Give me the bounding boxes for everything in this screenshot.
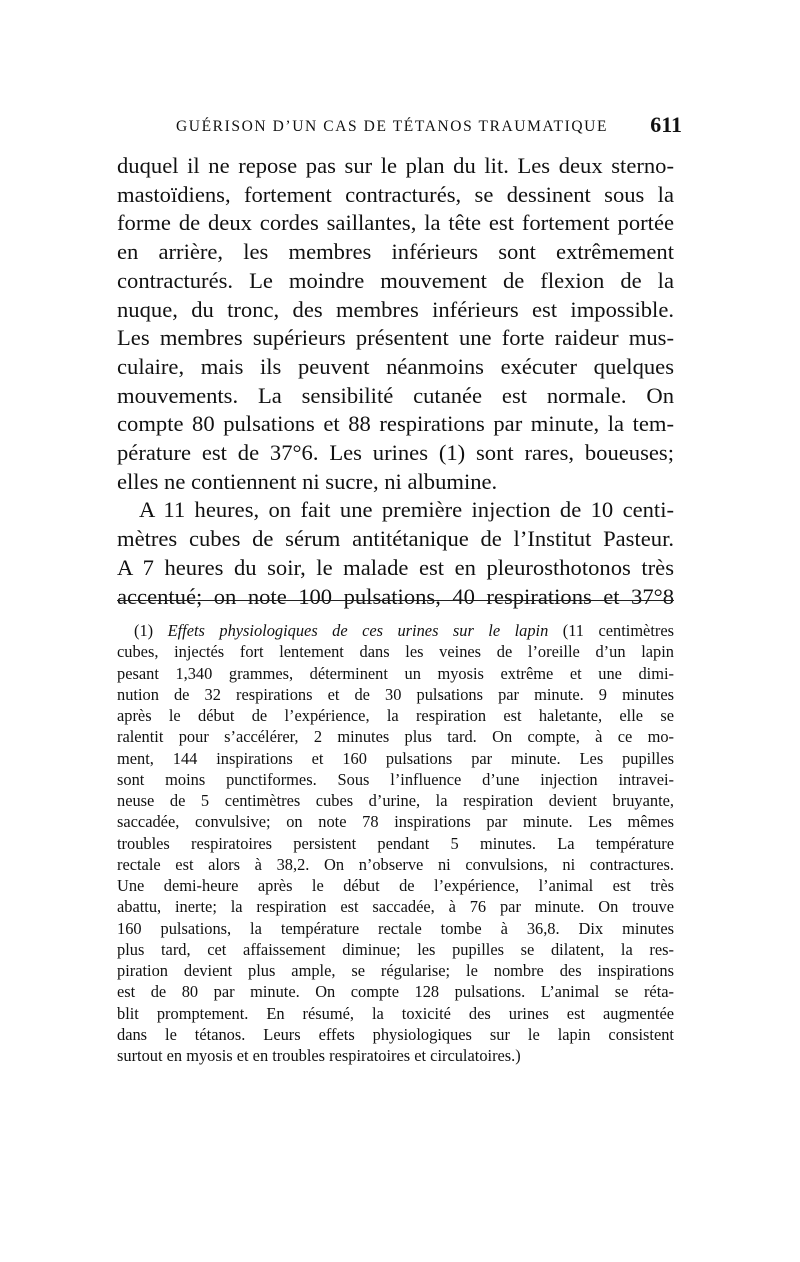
body-line: Les membres supérieurs présentent une forte raideur mus- <box>117 325 674 351</box>
footnote-line: Une demi-heure après le début de l’expérience, l’animal est très <box>117 876 674 895</box>
body-line: contracturés. Le moindre mouvement de flexion de la <box>117 267 674 293</box>
body-line: culaire, mais ils peuvent néanmoins exécuter quelques <box>117 353 674 379</box>
body-line: accentué; on note 100 pulsations, 40 respirations et 37°8 <box>117 583 674 609</box>
footnote-line: abattu, inerte; la respiration est saccadée, à 76 par minute. On trouve <box>117 897 674 917</box>
body-line: A 7 heures du soir, le malade est en pleurosthotonos très <box>117 554 674 580</box>
footnote-line: sont moins punctiformes. Sous l’influence d’une injection intravei- <box>117 769 674 789</box>
running-header <box>176 112 686 142</box>
footnote-title: Effets physiologiques de ces urines sur le lapin <box>167 621 549 640</box>
footnote-line: troubles respiratoires persistent pendant 5 minutes. La température <box>117 833 674 853</box>
footnote-line: cubes, injectés fort lentement dans les veines de l’oreille d’un lapin <box>117 642 674 662</box>
footnote-line: plus tard, cet affaissement diminue; les pupilles se dilatent, la res- <box>117 939 674 959</box>
footnote-line <box>117 620 674 641</box>
footnote-line: nution de 32 respirations et de 30 pulsations par minute. 9 minutes <box>117 684 674 704</box>
body-line: pérature est de 37°6. Les urines (1) sont rares, boueuses; <box>117 440 674 466</box>
body-line: elles ne contiennent ni sucre, ni albumine. <box>117 468 498 494</box>
footnote-line: saccadée, convulsive; on note 78 inspirations par minute. Les mêmes <box>117 812 674 832</box>
footnote-separator <box>117 600 674 601</box>
footnote-line: surtout en myosis et en troubles respiratoires et circulatoires.) <box>117 1046 521 1065</box>
body-line: mastoïdiens, fortement contracturés, se dessinent sous la <box>117 181 674 207</box>
footnote-marker: (1) <box>134 621 154 640</box>
footnote-line: est de 80 par minute. On compte 128 pulsations. L’animal se réta- <box>117 982 674 1002</box>
footnote-line: neuse de 5 centimètres cubes d’urine, la respiration devient bruyante, <box>117 791 674 810</box>
running-title: GUÉRISON D’UN CAS DE TÉTANOS TRAUMATIQUE <box>176 118 609 135</box>
footnote-line: ment, 144 inspirations et 160 pulsations par minute. Les pupilles <box>117 748 674 768</box>
body-line: duquel il ne repose pas sur le plan du lit. Les deux sterno- <box>117 153 674 178</box>
body-line: en arrière, les membres inférieurs sont extrêmement <box>117 239 674 265</box>
footnote-line: blit promptement. En résumé, la toxicité des urines est augmentée <box>117 1003 674 1023</box>
footnote-line: piration devient plus ample, se régularise; le nombre des inspirations <box>117 961 674 980</box>
footnote <box>117 620 674 1066</box>
footnote-line: dans le tétanos. Leurs effets physiologiques sur le lapin consistent <box>117 1024 674 1044</box>
page-number: 611 <box>650 112 682 137</box>
body-line: nuque, du tronc, des membres inférieurs est impossible. <box>117 296 674 322</box>
body-line: mouvements. La sensibilité cutanée est normale. On <box>117 382 674 408</box>
footnote-line: 160 pulsations, la température rectale tombe à 36,8. Dix minutes <box>117 918 674 938</box>
footnote-line: pesant 1,340 grammes, déterminent un myosis extrême et une dimi- <box>117 663 674 683</box>
body-text <box>117 152 674 611</box>
footnote-first-line-rest: (11 centimètres <box>562 621 675 640</box>
footnote-line: rectale est alors à 38,2. On n’observe ni convulsions, ni contractures. <box>117 854 674 874</box>
body-line: A 11 heures, on fait une première injection de 10 centi- <box>139 497 674 523</box>
body-line: forme de deux cordes saillantes, la tête est fortement portée <box>117 210 674 236</box>
footnote-line: après le début de l’expérience, la respiration est haletante, elle se <box>117 706 674 725</box>
body-line: mètres cubes de sérum antitétanique de l’Institut Pasteur. <box>117 526 674 552</box>
body-line: compte 80 pulsations et 88 respirations par minute, la tem- <box>117 411 674 437</box>
footnote-line: ralentit pour s’accélérer, 2 minutes plus tard. On compte, à ce mo- <box>117 727 674 747</box>
